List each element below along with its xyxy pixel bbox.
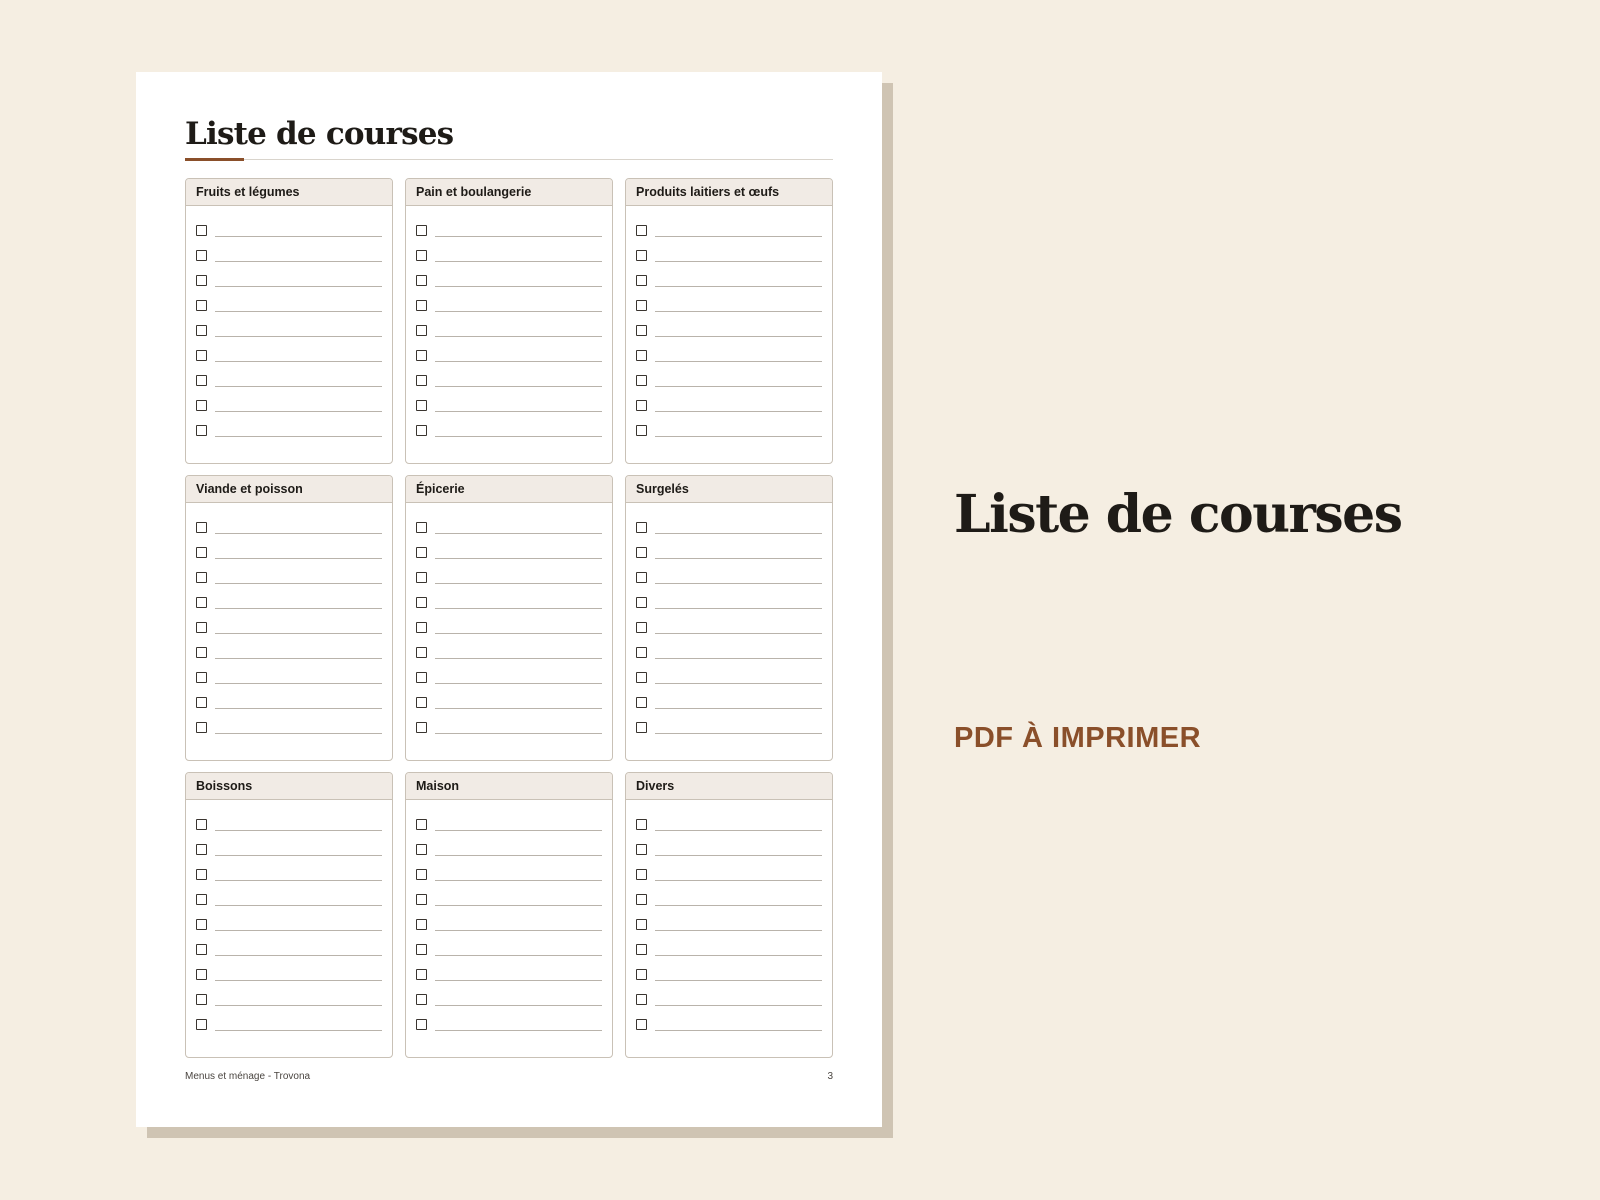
page-title: Liste de courses [185,116,454,152]
section-header: Produits laitiers et œufs [626,179,832,206]
write-in-line [435,533,602,534]
checklist-row [186,368,392,393]
write-in-line [655,261,822,262]
write-in-line [655,905,822,906]
checkbox-icon [196,647,207,658]
checkbox-icon [196,225,207,236]
checklist [406,800,612,1037]
write-in-line [215,905,382,906]
checkbox-icon [636,300,647,311]
checkbox-icon [196,350,207,361]
checkbox-icon [636,547,647,558]
checklist-row [186,343,392,368]
write-in-line [655,558,822,559]
checkbox-icon [416,250,427,261]
checklist-row [186,318,392,343]
checklist-row [626,1012,832,1037]
checkbox-icon [636,969,647,980]
write-in-line [655,336,822,337]
section-card [625,772,833,1058]
checkbox-icon [416,672,427,683]
section-header: Viande et poisson [186,476,392,503]
write-in-line [435,1005,602,1006]
checkbox-icon [196,722,207,733]
checklist-row [406,987,612,1012]
checklist-row [626,615,832,640]
checklist [186,800,392,1037]
checklist-row [406,690,612,715]
write-in-line [435,436,602,437]
write-in-line [215,261,382,262]
checklist-row [186,293,392,318]
checkbox-icon [196,425,207,436]
checkbox-icon [636,869,647,880]
checkbox-icon [196,597,207,608]
checkbox-icon [196,522,207,533]
checkbox-icon [196,697,207,708]
checkbox-icon [196,969,207,980]
checklist-row [186,640,392,665]
checkbox-icon [196,994,207,1005]
checklist-row [406,715,612,740]
checklist-row [406,862,612,887]
write-in-line [655,311,822,312]
write-in-line [435,236,602,237]
checkbox-icon [416,300,427,311]
checkbox-icon [636,350,647,361]
page-number: 3 [827,1071,833,1082]
write-in-line [435,855,602,856]
checklist-row [186,665,392,690]
checklist-row [406,640,612,665]
write-in-line [655,733,822,734]
checkbox-icon [636,275,647,286]
checkbox-icon [416,275,427,286]
checklist-row [406,812,612,837]
checklist-row [406,1012,612,1037]
checkbox-icon [636,375,647,386]
checkbox-icon [636,522,647,533]
checkbox-icon [196,325,207,336]
section-header: Pain et boulangerie [406,179,612,206]
checklist-row [406,912,612,937]
checkbox-icon [196,375,207,386]
checkbox-icon [196,622,207,633]
checklist-row [406,590,612,615]
section-header: Maison [406,773,612,800]
checklist-row [186,418,392,443]
write-in-line [655,1030,822,1031]
checklist-row [186,837,392,862]
write-in-line [435,286,602,287]
checkbox-icon [416,722,427,733]
checklist [406,206,612,443]
checkbox-icon [636,400,647,411]
write-in-line [655,708,822,709]
write-in-line [435,311,602,312]
checklist-row [626,665,832,690]
checklist-row [406,393,612,418]
write-in-line [215,708,382,709]
checklist-row [626,393,832,418]
checklist-row [626,243,832,268]
checkbox-icon [636,572,647,583]
checkbox-icon [636,819,647,830]
section-header: Fruits et légumes [186,179,392,206]
checklist-row [626,640,832,665]
checkbox-icon [636,1019,647,1030]
checklist-row [406,343,612,368]
checkbox-icon [416,944,427,955]
checkbox-icon [636,622,647,633]
write-in-line [215,236,382,237]
checkbox-icon [416,1019,427,1030]
checkbox-icon [636,225,647,236]
checklist-row [186,962,392,987]
write-in-line [435,633,602,634]
checkbox-icon [196,572,207,583]
write-in-line [435,658,602,659]
write-in-line [655,361,822,362]
write-in-line [215,386,382,387]
write-in-line [435,930,602,931]
write-in-line [215,608,382,609]
checkbox-icon [196,672,207,683]
write-in-line [655,386,822,387]
checklist-row [626,837,832,862]
write-in-line [435,905,602,906]
write-in-line [435,361,602,362]
checkbox-icon [636,894,647,905]
checklist-row [186,690,392,715]
write-in-line [435,608,602,609]
checkbox-icon [636,844,647,855]
checklist-row [626,912,832,937]
checkbox-icon [636,994,647,1005]
write-in-line [655,583,822,584]
checkbox-icon [636,944,647,955]
checklist-row [626,515,832,540]
checkbox-icon [636,919,647,930]
write-in-line [215,1005,382,1006]
write-in-line [655,980,822,981]
write-in-line [215,830,382,831]
checkbox-icon [196,400,207,411]
checklist-row [626,540,832,565]
write-in-line [435,336,602,337]
write-in-line [215,683,382,684]
checkbox-icon [636,325,647,336]
checklist [186,206,392,443]
checkbox-icon [636,672,647,683]
promo-subtitle: PDF À IMPRIMER [954,722,1202,754]
write-in-line [215,733,382,734]
checklist-row [626,887,832,912]
checklist-row [186,887,392,912]
checklist-row [186,565,392,590]
section-card [625,178,833,464]
checkbox-icon [636,425,647,436]
write-in-line [435,980,602,981]
write-in-line [655,608,822,609]
write-in-line [215,583,382,584]
checkbox-icon [416,647,427,658]
checklist [626,206,832,443]
write-in-line [215,880,382,881]
checkbox-icon [416,400,427,411]
checklist-row [626,812,832,837]
section-card [405,475,613,761]
checklist-row [626,987,832,1012]
checkbox-icon [196,300,207,311]
checkbox-icon [196,547,207,558]
checkbox-icon [196,894,207,905]
checklist-row [626,343,832,368]
write-in-line [655,855,822,856]
write-in-line [435,733,602,734]
section-header: Surgelés [626,476,832,503]
checklist-row [626,418,832,443]
checklist-row [406,268,612,293]
checklist-row [626,715,832,740]
document-page [136,72,882,1127]
checklist [406,503,612,740]
checkbox-icon [416,894,427,905]
checklist-row [406,318,612,343]
section-card [185,178,393,464]
write-in-line [655,930,822,931]
write-in-line [655,533,822,534]
write-in-line [215,361,382,362]
checklist-row [626,218,832,243]
section-card [185,772,393,1058]
page-footer-credit: Menus et ménage - Trovona [185,1071,311,1082]
checklist-row [626,318,832,343]
write-in-line [435,411,602,412]
checklist-row [186,393,392,418]
checklist-row [406,243,612,268]
checkbox-icon [196,919,207,930]
checklist-row [186,862,392,887]
title-divider [185,159,833,160]
checkbox-icon [416,919,427,930]
checklist-row [406,937,612,962]
checklist-row [186,812,392,837]
checkbox-icon [196,869,207,880]
checklist-row [626,937,832,962]
write-in-line [215,930,382,931]
checklist-row [626,368,832,393]
checklist-row [406,293,612,318]
write-in-line [435,683,602,684]
write-in-line [655,633,822,634]
write-in-line [435,1030,602,1031]
checkbox-icon [196,250,207,261]
checklist-row [186,615,392,640]
checkbox-icon [416,572,427,583]
write-in-line [215,980,382,981]
write-in-line [655,880,822,881]
checkbox-icon [196,944,207,955]
write-in-line [215,558,382,559]
checklist-row [186,912,392,937]
checklist [626,503,832,740]
checkbox-icon [416,325,427,336]
section-card [625,475,833,761]
write-in-line [435,386,602,387]
checklist-row [406,665,612,690]
write-in-line [435,558,602,559]
write-in-line [215,633,382,634]
write-in-line [215,1030,382,1031]
checklist-row [186,1012,392,1037]
checkbox-icon [196,844,207,855]
section-card [405,178,613,464]
checkbox-icon [196,275,207,286]
write-in-line [215,533,382,534]
checklist-row [626,962,832,987]
write-in-line [215,411,382,412]
checklist-row [406,368,612,393]
checkbox-icon [416,597,427,608]
checklist-row [406,540,612,565]
section-header: Boissons [186,773,392,800]
checkbox-icon [636,647,647,658]
checklist-row [406,615,612,640]
checkbox-icon [636,697,647,708]
checkbox-icon [636,722,647,733]
write-in-line [215,336,382,337]
write-in-line [215,658,382,659]
write-in-line [655,1005,822,1006]
title-accent-bar [185,158,244,161]
write-in-line [435,261,602,262]
checkbox-icon [196,819,207,830]
checkbox-icon [416,844,427,855]
checkbox-icon [416,225,427,236]
checklist-row [406,218,612,243]
checklist [626,800,832,1037]
checklist-row [186,243,392,268]
checkbox-icon [416,522,427,533]
checkbox-icon [416,869,427,880]
checklist-row [406,565,612,590]
write-in-line [435,955,602,956]
checklist-row [626,590,832,615]
checkbox-icon [416,819,427,830]
checklist [186,503,392,740]
checklist-row [186,218,392,243]
checkbox-icon [416,969,427,980]
write-in-line [215,436,382,437]
checklist-row [186,268,392,293]
checklist-row [406,418,612,443]
section-card [185,475,393,761]
write-in-line [215,311,382,312]
checklist-row [626,268,832,293]
section-header: Épicerie [406,476,612,503]
checkbox-icon [416,350,427,361]
checklist-row [626,293,832,318]
write-in-line [655,683,822,684]
section-grid [185,178,833,1058]
checklist-row [406,887,612,912]
write-in-line [215,955,382,956]
checkbox-icon [416,425,427,436]
write-in-line [215,855,382,856]
checklist-row [186,937,392,962]
checklist-row [186,987,392,1012]
write-in-line [435,880,602,881]
write-in-line [655,658,822,659]
checklist-row [186,590,392,615]
write-in-line [655,286,822,287]
write-in-line [655,436,822,437]
checklist-row [186,715,392,740]
checklist-row [186,515,392,540]
checkbox-icon [416,697,427,708]
checkbox-icon [416,375,427,386]
checklist-row [406,515,612,540]
write-in-line [655,236,822,237]
section-card [405,772,613,1058]
checklist-row [626,862,832,887]
checkbox-icon [636,250,647,261]
write-in-line [655,955,822,956]
write-in-line [435,583,602,584]
promo-title: Liste de courses [954,484,1402,545]
checkbox-icon [416,622,427,633]
checkbox-icon [416,547,427,558]
write-in-line [655,830,822,831]
write-in-line [435,708,602,709]
checklist-row [406,837,612,862]
write-in-line [435,830,602,831]
checklist-row [626,690,832,715]
section-header: Divers [626,773,832,800]
checkbox-icon [636,597,647,608]
checklist-row [406,962,612,987]
write-in-line [215,286,382,287]
write-in-line [655,411,822,412]
checkbox-icon [196,1019,207,1030]
checkbox-icon [416,994,427,1005]
checklist-row [186,540,392,565]
checklist-row [626,565,832,590]
